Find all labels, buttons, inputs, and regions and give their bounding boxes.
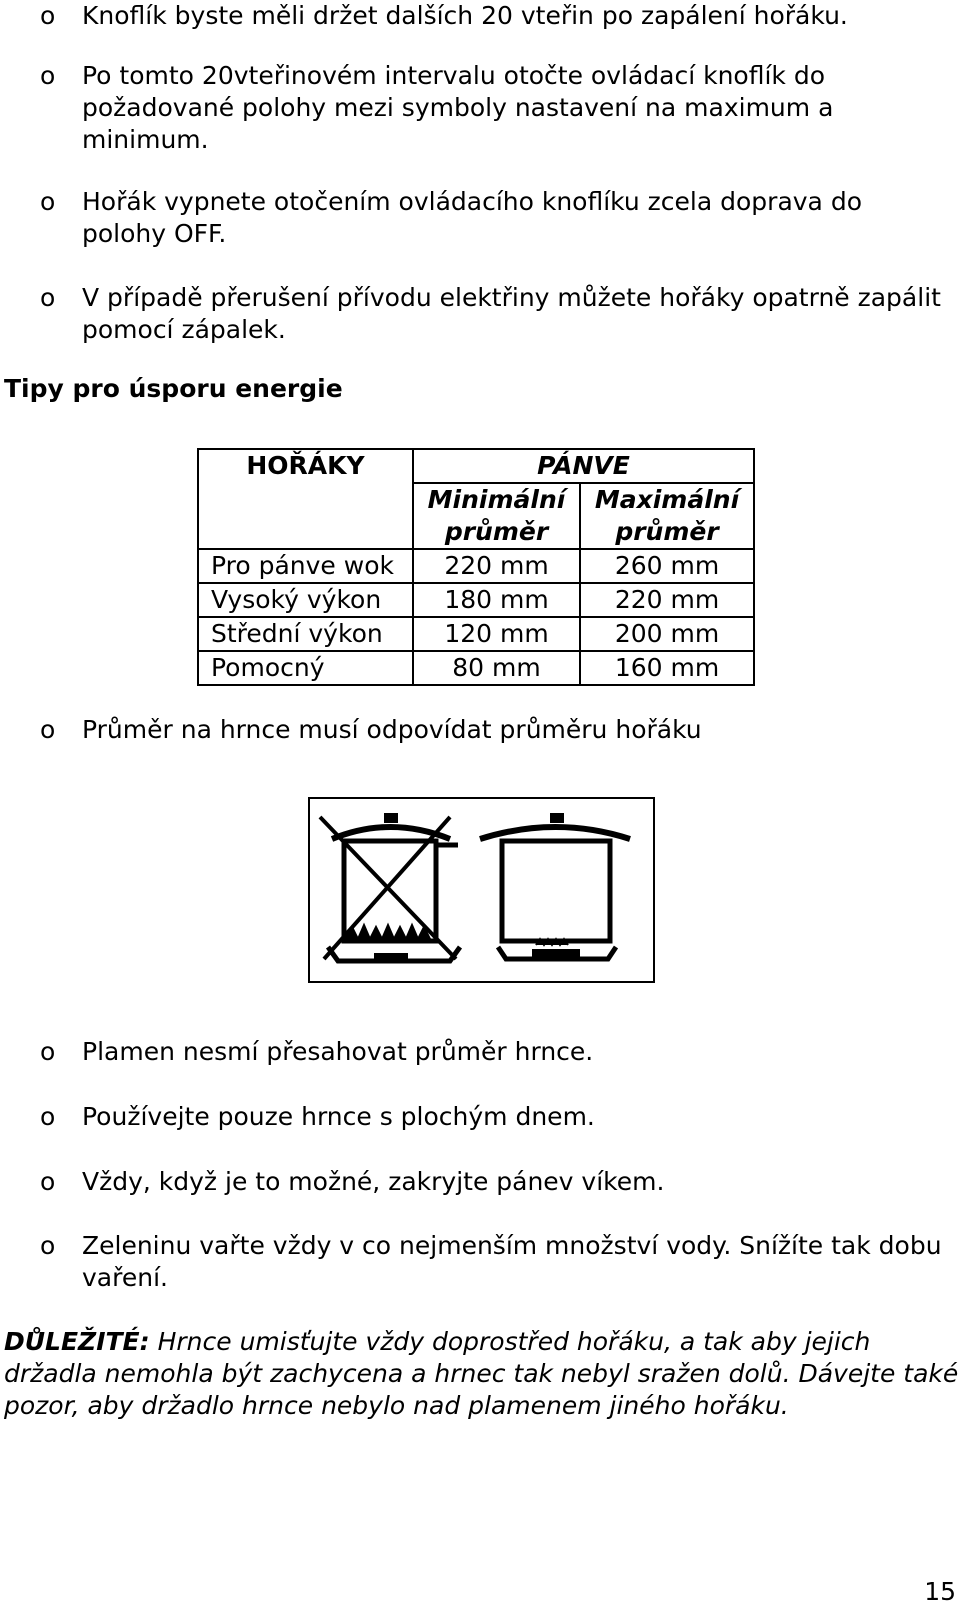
list-item-text: Vždy, když je to možné, zakryjte pánev víkem. bbox=[82, 1167, 665, 1196]
table-row bbox=[198, 583, 754, 617]
max-diameter: 160 mm bbox=[580, 651, 754, 685]
list-item-text: Používejte pouze hrnce s plochým dnem. bbox=[82, 1102, 595, 1131]
max-diameter: 200 mm bbox=[580, 617, 754, 651]
wrong-pot-icon bbox=[320, 813, 460, 961]
table-header-row bbox=[198, 449, 754, 483]
col-header-max: Maximální průměr bbox=[580, 483, 754, 549]
max-diameter: 220 mm bbox=[580, 583, 754, 617]
bullet-mark: o bbox=[40, 715, 56, 744]
page-number: 15 bbox=[924, 1577, 956, 1606]
bullet-mark: o bbox=[40, 1231, 56, 1260]
burner-name: Pomocný bbox=[198, 651, 413, 685]
important-note bbox=[4, 1326, 959, 1422]
list-item-text: V případě přerušení přívodu elektřiny můžete hořáky opatrně zapálit pomocí zápalek. bbox=[82, 283, 941, 344]
important-text: Hrnce umisťujte vždy doprostřed hořáku, a tak aby jejich držadla nemohla být zachycena a hrnec tak nebyl sražen dolů. Dávejte také pozor, aby držadlo hrnce nebylo nad plamenem jiného hořáku. bbox=[4, 1327, 959, 1420]
min-diameter: 220 mm bbox=[413, 549, 580, 583]
bullet-mark: o bbox=[40, 1, 56, 30]
bullet-mark: o bbox=[40, 1102, 56, 1131]
bullet-mark: o bbox=[40, 283, 56, 312]
table-row bbox=[198, 617, 754, 651]
list-item-text: Knoflík byste měli držet dalších 20 vteřin po zapálení hořáku. bbox=[82, 1, 848, 30]
min-diameter: 80 mm bbox=[413, 651, 580, 685]
col-header-pans: PÁNVE bbox=[413, 449, 754, 483]
correct-pot-icon bbox=[480, 813, 630, 959]
bullet-mark: o bbox=[40, 61, 56, 90]
bullet-mark: o bbox=[40, 187, 56, 216]
burner-name: Střední výkon bbox=[198, 617, 413, 651]
list-item-text: Zeleninu vařte vždy v co nejmenším množství vody. Snížíte tak dobu vaření. bbox=[82, 1231, 942, 1292]
burner-name: Vysoký výkon bbox=[198, 583, 413, 617]
pot-illustration-svg bbox=[310, 799, 653, 981]
section-heading: Tipy pro úsporu energie bbox=[4, 374, 343, 403]
burner-pan-table bbox=[197, 448, 755, 686]
list-item-text: Hořák vypnete otočením ovládacího knoflíku zcela doprava do polohy OFF. bbox=[82, 187, 862, 248]
burner-name: Pro pánve wok bbox=[198, 549, 413, 583]
list-item-text: Po tomto 20vteřinovém intervalu otočte ovládací knoflík do požadované polohy mezi symboly nastavení na maximum a minimum. bbox=[82, 61, 834, 154]
pot-size-illustration bbox=[308, 797, 655, 983]
important-label: DŮLEŽITÉ: bbox=[4, 1327, 150, 1356]
bullet-mark: o bbox=[40, 1167, 56, 1196]
col-header-burners: HOŘÁKY bbox=[198, 449, 413, 549]
list-item-text: Plamen nesmí přesahovat průměr hrnce. bbox=[82, 1037, 594, 1066]
col-header-min: Minimální průměr bbox=[413, 483, 580, 549]
min-diameter: 120 mm bbox=[413, 617, 580, 651]
max-diameter: 260 mm bbox=[580, 549, 754, 583]
table-row bbox=[198, 549, 754, 583]
bullet-mark: o bbox=[40, 1037, 56, 1066]
min-diameter: 180 mm bbox=[413, 583, 580, 617]
list-item-text: Průměr na hrnce musí odpovídat průměru hořáku bbox=[82, 715, 702, 744]
table-row bbox=[198, 651, 754, 685]
